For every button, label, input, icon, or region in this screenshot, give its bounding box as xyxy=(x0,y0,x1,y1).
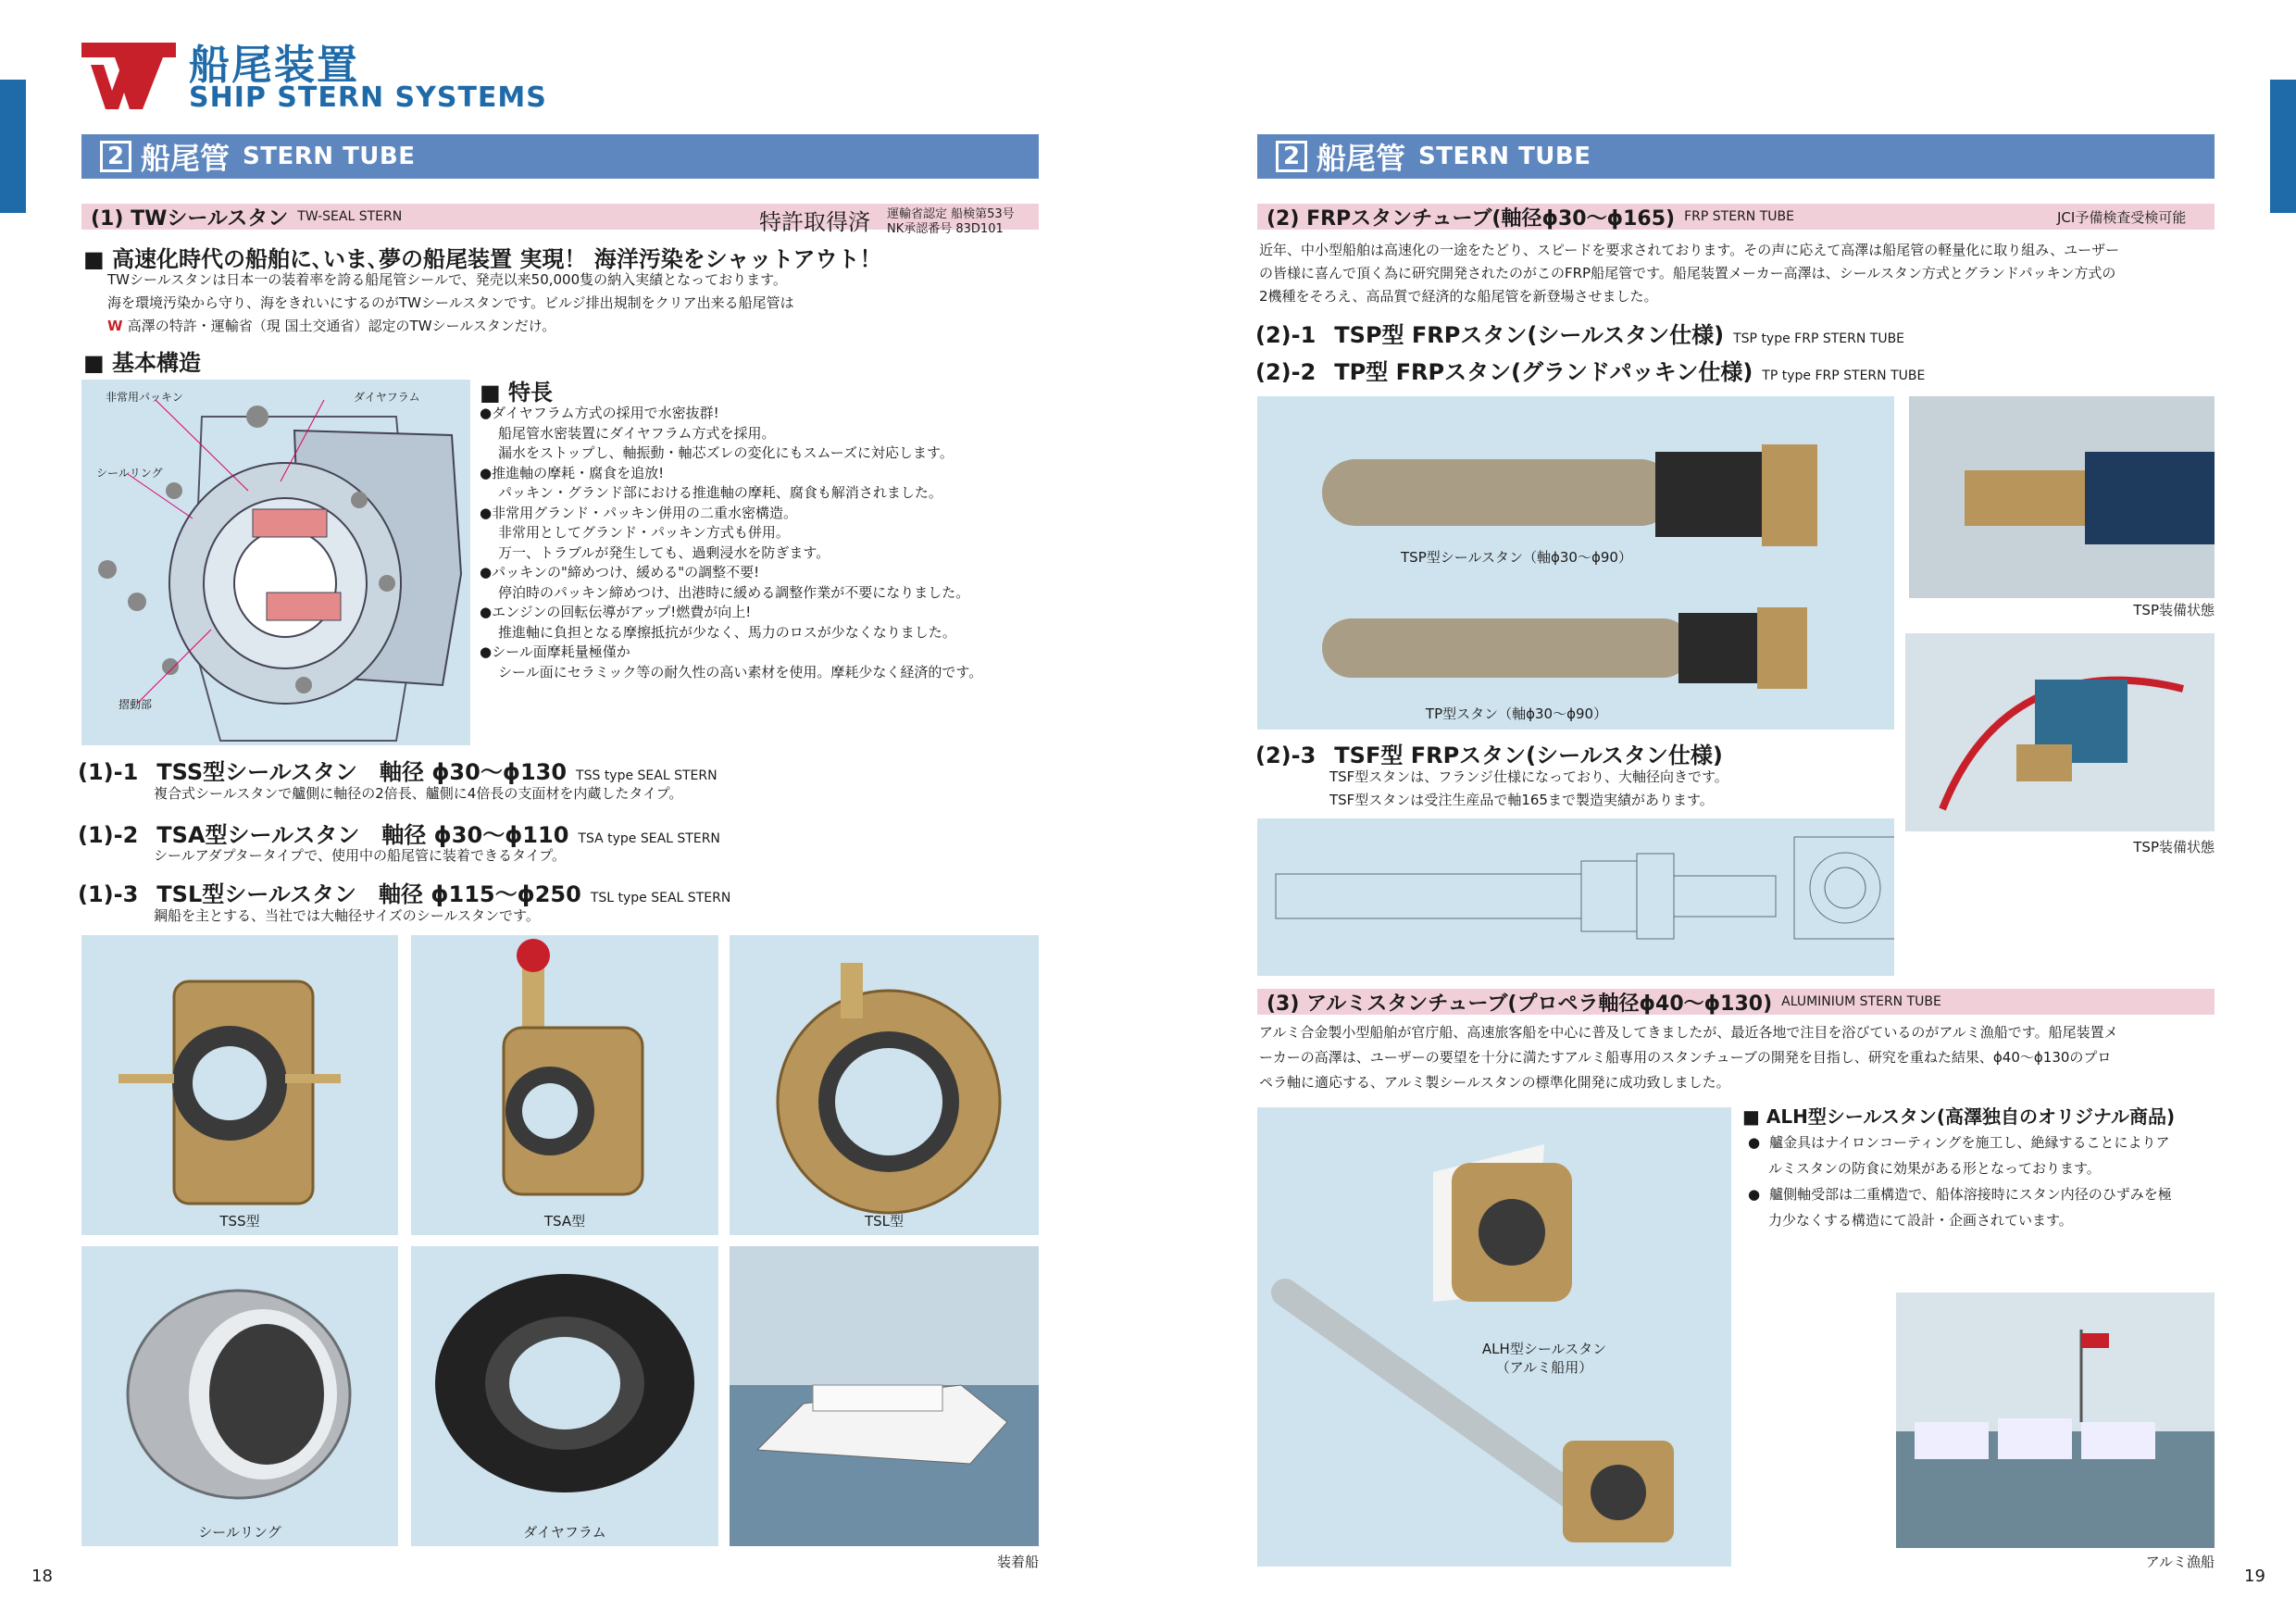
alh-title: ■ ALH型シールスタン(高澤独自のオリジナル商品) xyxy=(1742,1105,2176,1128)
bullet-icon: ● xyxy=(1748,1134,1761,1151)
photo-caption: TSA型 xyxy=(543,1213,586,1230)
photo-caption: TP型スタン（軸ϕ30〜ϕ90） xyxy=(1425,705,1608,722)
alh-point-line: ● 艫金具はナイロンコーティングを施工し、絶縁することによりア xyxy=(1748,1134,2170,1151)
type-heading-tp: (2)-2 TP型 FRPスタン(グランドパッキン仕様) TP type FRP STERN TUBE xyxy=(1255,359,1926,385)
logo-title-jp: 船尾装置 xyxy=(189,42,359,89)
right-edge-tab xyxy=(2270,80,2296,213)
photo-caption: ダイヤフラム xyxy=(523,1524,606,1541)
photo-tsl xyxy=(730,935,1039,1235)
intro-line: ーカーの高澤は、ユーザーの要望を十分に満たすアルミ船専用のスタンチューブの開発を目指し、研究を重ねた結果、ϕ40〜ϕ130のプロ xyxy=(1259,1049,2112,1066)
intro-line: 海を環境汚染から守り、海をきれいにするのがTWシールスタンです。ビルジ排出規制をクリア出来る船尾管は xyxy=(107,294,794,311)
tw-small-mark-icon: W xyxy=(107,318,128,334)
cert-line-2: NK承認番号 83D101 xyxy=(887,222,1004,236)
photo-seal-ring xyxy=(81,1246,398,1546)
photo-caption: TSS型 xyxy=(219,1213,260,1230)
photo-caption: TSL型 xyxy=(864,1213,905,1230)
alh-caption-line2: （アルミ船用） xyxy=(1495,1359,1593,1376)
section-title-jp: 船尾管 xyxy=(141,141,231,176)
intro-line: W 高澤の特許・運輸省（現 国土交通省）認定のTWシールスタンだけ。 xyxy=(107,318,556,334)
intro-line: TWシールスタンは日本一の装着率を誇る船尾管シールで、発売以来50,000隻の納入実績となっております。 xyxy=(107,271,787,288)
section-title-en: STERN TUBE xyxy=(243,143,416,170)
tw-intro xyxy=(107,268,794,338)
intro-line: 近年、中小型船舶は高速化の一途をたどり、スピードを要求されております。その声に応えて高澤は船尾管の軽量化に取り組み、ユーザー xyxy=(1259,242,2120,258)
photo-alh xyxy=(1257,1107,1731,1567)
features-heading: ■ 特長 xyxy=(480,380,554,406)
tw-logo xyxy=(78,37,180,115)
photo-caption: アルミ漁船 xyxy=(2145,1554,2215,1570)
diagram-label-diaphragm: ダイヤフラム xyxy=(354,391,420,404)
aluminium-subsection-bar xyxy=(1257,989,2215,1015)
basic-structure-heading: ■ 基本構造 xyxy=(83,350,202,376)
feature-item: ● エンジンの回転伝導がアップ!燃費が向上! xyxy=(480,603,1035,623)
section-number: 2 xyxy=(1276,141,1307,172)
intro-line: ペラ軸に適応する、アルミ製シールスタンの標準化開発に成功致しました。 xyxy=(1259,1074,1730,1091)
feature-detail: 船尾管水密装置にダイヤフラム方式を採用。 xyxy=(498,424,776,442)
photo-caption: TSP型シールスタン（軸ϕ30〜ϕ90） xyxy=(1401,549,1632,566)
photo-frp-tubes xyxy=(1257,396,1894,730)
feature-detail: パッキン・グランド部における推進軸の摩耗、腐食も解消されました。 xyxy=(498,484,942,501)
left-edge-tab xyxy=(0,80,26,213)
feature-item: ● 推進軸の摩耗・腐食を追放! xyxy=(480,464,1035,484)
cert-line-1: 運輸省認定 船検第53号 xyxy=(887,207,1015,221)
photo-tsa xyxy=(411,935,718,1235)
left-section-bar xyxy=(81,134,1039,179)
intro-line: の皆様に喜んで頂く為に研究開発されたのがこのFRP船尾管です。船尾装置メーカー高澤は、シールスタン方式とグランドパッキン方式の xyxy=(1259,265,2116,281)
photo-equipped-ship xyxy=(730,1246,1039,1546)
feature-detail: 非常用としてグランド・パッキン方式も併用。 xyxy=(498,524,790,541)
features-list xyxy=(480,404,1035,682)
headline: ■ 高速化時代の船舶に､いま､夢の船尾装置 実現！ 海洋汚染をシャットアウト！ xyxy=(83,246,882,272)
feature-item: ● パッキンの"締めつけ、緩める"の調整不要! xyxy=(480,563,1035,583)
diagram-label-sliding-part: 摺動部 xyxy=(119,698,153,711)
tsf-drawing xyxy=(1257,818,1894,976)
alh-points xyxy=(1748,1130,2220,1233)
alh-point-line: ● 艫側軸受部は二重構造で、船体溶接時にスタン内径のひずみを極 xyxy=(1748,1186,2172,1203)
feature-detail: 停泊時のパッキン締めつけ、出港時に緩める調整作業が不要になりました。 xyxy=(498,583,970,601)
type-desc-tsa: シールアダプタータイプで、使用中の船尾管に装着できるタイプ。 xyxy=(154,847,567,864)
photo-tsp-installed-1 xyxy=(1909,396,2215,598)
aluminium-intro xyxy=(1259,1020,2118,1095)
intro-line: 2機種をそろえ、高品質で経済的な船尾管を新登場させました。 xyxy=(1259,288,1658,305)
photo-caption: シールリング xyxy=(198,1524,281,1541)
subsection-title-en: ALUMINIUM STERN TUBE xyxy=(1781,994,1941,1009)
feature-item: ● シール面摩耗量極僅か xyxy=(480,643,1035,663)
subsection-title-en: TW-SEAL STERN xyxy=(297,209,403,224)
jci-note: JCI予備検査受検可能 xyxy=(2057,209,2187,226)
type-heading-tsa: (1)-2 TSA型シールスタン 軸径 ϕ30〜ϕ110 TSA type SEAL STERN xyxy=(78,822,720,848)
type-desc-tsl: 鋼船を主とする、当社では大軸径サイズのシールスタンです。 xyxy=(154,907,540,924)
type-heading-tsp: (2)-1 TSP型 FRPスタン(シールスタン仕様) TSP type FRP STERN TUBE xyxy=(1255,322,1905,348)
type-heading-tss: (1)-1 TSS型シールスタン 軸径 ϕ30〜ϕ130 TSS type SEAL STERN xyxy=(78,759,718,785)
bullet-icon: ● xyxy=(1748,1186,1761,1203)
type-heading-tsf: (2)-3 TSF型 FRPスタン(シールスタン仕様) xyxy=(1255,743,1723,768)
tsf-desc xyxy=(1329,766,1728,812)
feature-detail: 漏水をストップし、軸振動・軸芯ズレの変化にもスムーズに対応します。 xyxy=(498,444,954,461)
diagram-label-emergency-packing: 非常用パッキン xyxy=(106,391,183,404)
feature-detail: 万一、トラブルが発生しても、過剰浸水を防ぎます。 xyxy=(498,543,830,561)
page-number-right: 19 xyxy=(2244,1567,2265,1586)
section-title-jp: 船尾管 xyxy=(1316,141,1406,176)
diagram-label-seal-ring: シールリング xyxy=(96,467,163,480)
frp-intro xyxy=(1259,239,2119,308)
page-number-left: 18 xyxy=(31,1567,53,1586)
feature-detail: シール面にセラミック等の耐久性の高い素材を使用。摩耗少なく経済的です。 xyxy=(498,663,983,680)
right-section-bar xyxy=(1257,134,2215,179)
logo-title-en: SHIP STERN SYSTEMS xyxy=(189,81,547,114)
structure-diagram xyxy=(81,380,470,745)
subsection-title-jp: (3) アルミスタンチューブ(プロペラ軸径ϕ40〜ϕ130) xyxy=(1267,992,1773,1016)
alh-point-line: 力少なくする構造にて設計・企画されています。 xyxy=(1768,1212,2073,1229)
photo-tsp-installed-2 xyxy=(1905,633,2215,831)
photo-caption: TSP装備状態 xyxy=(2133,602,2215,618)
subsection-title-jp: (2) FRPスタンチューブ(軸径ϕ30〜ϕ165) xyxy=(1267,206,1676,231)
section-title-en: STERN TUBE xyxy=(1418,143,1591,170)
type-heading-tsl: (1)-3 TSL型シールスタン 軸径 ϕ115〜ϕ250 TSL type SEAL STERN xyxy=(78,881,731,907)
photo-aluminium-boats xyxy=(1896,1292,2215,1548)
photo-caption: 装着船 xyxy=(996,1554,1039,1570)
feature-item: ● ダイヤフラム方式の採用で水密抜群! xyxy=(480,404,1035,424)
tsf-desc-line: TSF型スタンは、フランジ仕様になっており、大軸径向きです。 xyxy=(1329,768,1728,785)
photo-tss xyxy=(81,935,398,1235)
section-number: 2 xyxy=(100,141,131,172)
tsf-desc-line: TSF型スタンは受注生産品で軸165まで製造実績があります。 xyxy=(1329,792,1714,808)
patent-label: 特許取得済 xyxy=(759,209,870,235)
feature-detail: 推進軸に負担となる摩擦抵抗が少なく、馬力のロスが少なくなりました。 xyxy=(498,623,956,641)
photo-caption: TSP装備状態 xyxy=(2133,839,2215,855)
intro-line: アルミ合金製小型船舶が官庁船、高速旅客船を中心に普及してきましたが、最近各地で注目を浴びているのがアルミ漁船です。船尾装置メ xyxy=(1259,1024,2118,1041)
feature-item: ● 非常用グランド・パッキン併用の二重水密構造。 xyxy=(480,504,1035,524)
subsection-title-jp: (1) TWシールスタン xyxy=(91,206,289,231)
type-desc-tss: 複合式シールスタンで艫側に軸径の2倍長、艫側に4倍長の支面材を内蔵したタイプ。 xyxy=(154,785,683,802)
alh-point-line: ルミスタンの防食に効果がある形となっております。 xyxy=(1768,1160,2101,1177)
subsection-title-en: FRP STERN TUBE xyxy=(1684,209,1794,224)
photo-diaphragm xyxy=(411,1246,718,1546)
alh-caption-line1: ALH型シールスタン xyxy=(1481,1341,1607,1357)
